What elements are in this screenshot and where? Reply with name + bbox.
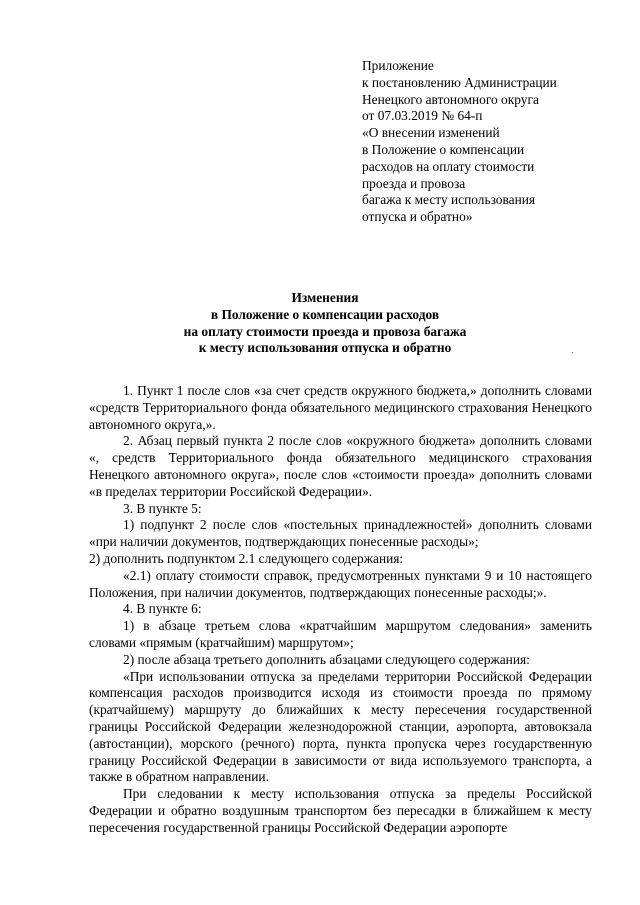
heading-line: в Положение о компенсации расходов bbox=[210, 306, 440, 322]
heading-line: на оплату стоимости проезда и провоза багажа bbox=[183, 323, 467, 339]
paragraph-quote-2-1: «2.1) оплату стоимости справок, предусмотренных пунктами 9 и 10 настоящего Положения, при наличии документов, подтверждающих понесенные расходы;». bbox=[89, 567, 592, 600]
paragraph-sub-2: 2) дополнить подпунктом 2.1 следующего содержания: bbox=[89, 550, 404, 566]
paragraph-item-2: 2. Абзац первый пункта 2 после слов «окружного бюджета» дополнить словами «, средств Территориального фонда обязательного медицинского страхования Ненецкого автономного округа», после слов «стоимости проезда» дополнить словами «в пределах территории Российской Федерации». bbox=[89, 433, 592, 499]
appendix-line: расходов на оплату стоимости bbox=[362, 158, 535, 174]
heading-line: к месту использования отпуска и обратно bbox=[198, 340, 452, 356]
appendix-line: от 07.03.2019 № 64-п bbox=[362, 108, 483, 124]
heading-title: Изменения bbox=[291, 290, 359, 305]
appendix-line: Приложение bbox=[362, 58, 434, 73]
appendix-line: багажа к месту использования bbox=[362, 192, 536, 208]
paragraph-item-4: 4. В пункте 6: bbox=[123, 601, 202, 617]
paragraph-item-1: 1. Пункт 1 после слов «за счет средств окружного бюджета,» дополнить словами «средств Территориального фонда обязательного медицинского страхования Ненецкого автономного округа,». bbox=[89, 383, 592, 432]
paragraph-item-3: 3. В пункте 5: bbox=[123, 500, 202, 516]
appendix-line: Ненецкого автономного округа bbox=[362, 91, 539, 107]
paragraph-sub-1: 1) подпункт 2 после слов «постельных принадлежностей» дополнить словами «при наличии документов, подтверждающих понесенные расходы»; bbox=[89, 517, 592, 550]
appendix-block bbox=[362, 58, 602, 226]
document-body bbox=[89, 383, 592, 837]
appendix-line: в Положение о компенсации bbox=[362, 141, 525, 157]
paragraph-quote-abroad: «При использовании отпуска за пределами территории Российской Федерации компенсация расходов производится исходя из стоимости проезда по прямому (кратчайшему) маршруту до ближайших к месту пересечения государственной границы Российской Федерации железнодорожной станции, аэропорта, автовокзала (автостанции), морского (речного) порта, пункта пропуска через государственную границу Российской Федерации в зависимости от вида используемого транспорта, а также в обратном направлении. bbox=[89, 668, 592, 785]
appendix-line: к постановлению Администрации bbox=[362, 74, 557, 90]
paragraph-air-transport: При следовании к месту использования отпуска за пределы Российской Федерации и обратно воздушным транспортом без пересадки в ближайшем к месту пересечения государственной границы Российской Федерации аэропорте bbox=[89, 786, 592, 835]
appendix-line: «О внесении изменений bbox=[362, 125, 500, 141]
paragraph-sub-1-item-4: 1) в абзаце третьем слова «кратчайшим маршрутом следования» заменить словами «прямым (кратчайшим) маршрутом»; bbox=[89, 618, 592, 650]
document-heading bbox=[90, 290, 560, 357]
appendix-line: проезда и провоза bbox=[362, 175, 466, 191]
scan-speck bbox=[572, 352, 573, 353]
appendix-line: отпуска и обратно» bbox=[362, 209, 473, 225]
paragraph-sub-2-item-4: 2) после абзаца третьего дополнить абзацами следующего содержания: bbox=[123, 651, 530, 667]
